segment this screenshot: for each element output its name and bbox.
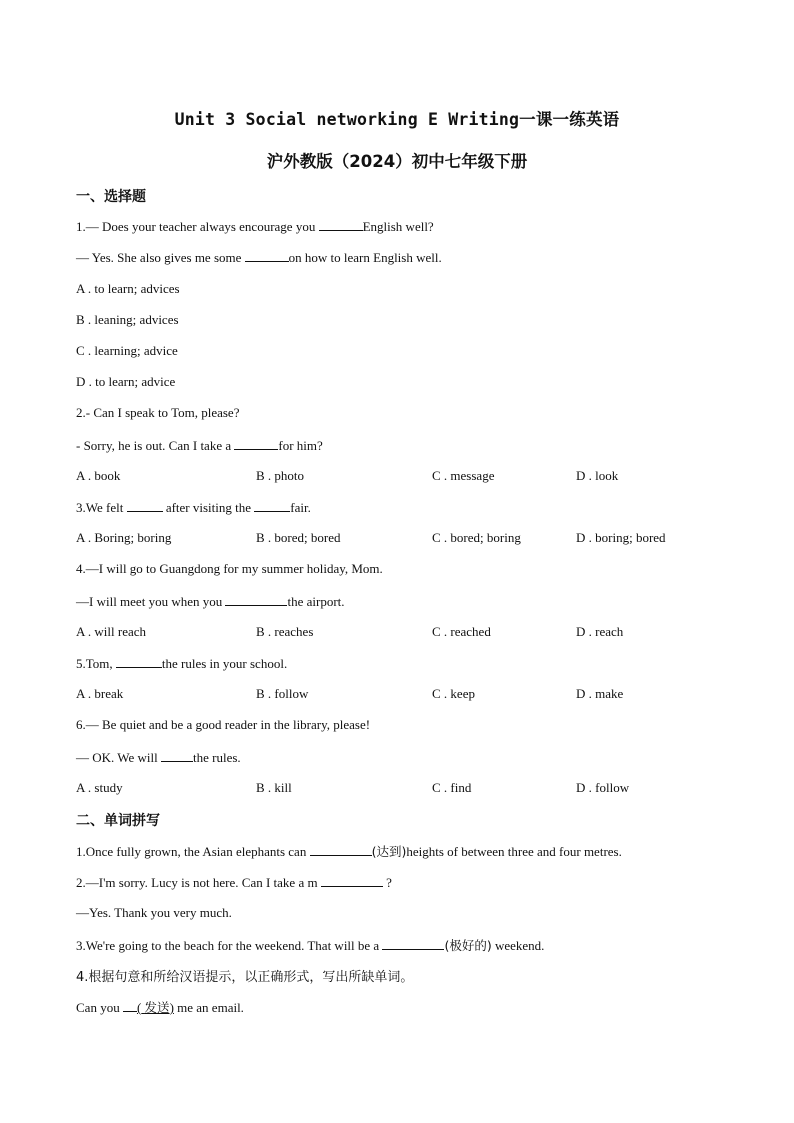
question-4-line-2 [76,593,345,610]
chinese-hint: (极好的) [444,938,492,953]
question-1-option-b: B . leaning; advices [76,312,179,327]
answer-blank [254,499,290,512]
question-text: the airport. [287,594,345,609]
spelling-2-line-2: —Yes. Thank you very much. [76,905,232,920]
spelling-3 [76,936,544,954]
question-text: me an email. [173,1000,244,1015]
question-text: —I will meet you when you [76,594,226,609]
answer-blank [161,749,193,762]
question-2-option-c: C . message [432,468,495,483]
spelling-1 [76,842,622,860]
question-1-option-c: C . learning; advice [76,343,178,358]
question-1-option-a: A . to learn; advices [76,281,180,296]
question-text: English well? [362,219,434,234]
document-subtitle: 沪外教版（2024）初中七年级下册 [266,152,528,171]
answer-blank [116,655,162,668]
question-text: — Yes. She also gives me some [76,250,245,265]
question-text: the rules in your school. [161,656,288,671]
question-text: ? [382,875,392,890]
answer-blank [225,593,287,606]
answer-blank [127,499,163,512]
question-4-line-1: 4.—I will go to Guangdong for my summer holiday, Mom. [76,561,383,576]
question-4-option-c: C . reached [432,624,491,639]
question-3-option-d: D . boring; bored [576,530,666,545]
question-text: fair. [290,500,311,515]
document-title: Unit 3 Social networking E Writing一课一练英语 [174,110,620,129]
question-text: 1.Once fully grown, the Asian elephants can [76,844,310,859]
question-3-line-1 [76,499,311,516]
answer-blank [123,999,137,1012]
question-6-option-a: A . study [76,780,123,795]
question-5-option-a: A . break [76,686,124,701]
question-text: after visiting the [162,500,255,515]
question-text: weekend. [491,938,545,953]
question-5-line-1 [76,655,287,672]
question-5-option-b: B . follow [256,686,309,701]
question-text: 3.We felt [76,500,127,515]
question-text: 1.— Does your teacher always encourage you [76,219,319,234]
question-text: on how to learn English well. [288,250,442,265]
question-text: for him? [278,438,323,453]
question-text: 3.We're going to the beach for the weekend. That will be a [76,938,383,953]
question-text: - Sorry, he is out. Can I take a [76,438,235,453]
answer-blank [245,249,289,262]
answer-blank [321,874,383,887]
spelling-4-instruction: 4.根据句意和所给汉语提示，以正确形式，写出所缺单词。 [76,970,414,985]
question-3-option-a: A . Boring; boring [76,530,172,545]
question-6-option-c: C . find [432,780,472,795]
question-1-line-2 [76,249,442,266]
question-2-option-d: D . look [576,468,619,483]
question-text: 5.Tom, [76,656,116,671]
question-6-option-b: B . kill [256,780,292,795]
question-4-option-b: B . reaches [256,624,314,639]
question-5-option-d: D . make [576,686,624,701]
question-3-option-b: B . bored; bored [256,530,341,545]
spelling-4-sentence [76,998,244,1016]
question-text: — OK. We will [76,750,162,765]
question-6-line-2 [76,749,241,766]
question-4-option-a: A . will reach [76,624,147,639]
question-text: heights of between three and four metres. [406,844,622,859]
paren-close: ) [169,1000,174,1015]
question-text: 2.—I'm sorry. Lucy is not here. Can I take a m [76,875,321,890]
question-text: Can you [76,1000,123,1015]
question-6-line-1: 6.— Be quiet and be a good reader in the library, please! [76,717,371,732]
paren-open: ( [136,1000,142,1015]
question-text: the rules. [193,750,241,765]
answer-blank [310,843,372,856]
question-4-option-d: D . reach [576,624,624,639]
answer-blank [319,218,363,231]
chinese-hint: 发送 [144,1000,170,1015]
chinese-hint: (达到) [371,844,407,859]
question-6-option-d: D . follow [576,780,630,795]
question-5-option-c: C . keep [432,686,475,701]
spelling-2-line-1 [76,874,392,891]
question-2-option-b: B . photo [256,468,305,483]
question-3-option-c: C . bored; boring [432,530,521,545]
answer-blank [234,437,278,450]
section-heading-spelling: 二、单词拼写 [76,813,160,829]
answer-blank [382,937,444,950]
question-1-line-1 [76,218,434,235]
question-2-option-a: A . book [76,468,121,483]
section-heading-choice: 一、选择题 [76,189,146,205]
question-2-line-1: 2.- Can I speak to Tom, please? [76,405,240,420]
question-2-line-2 [76,437,323,454]
question-1-option-d: D . to learn; advice [76,374,176,389]
